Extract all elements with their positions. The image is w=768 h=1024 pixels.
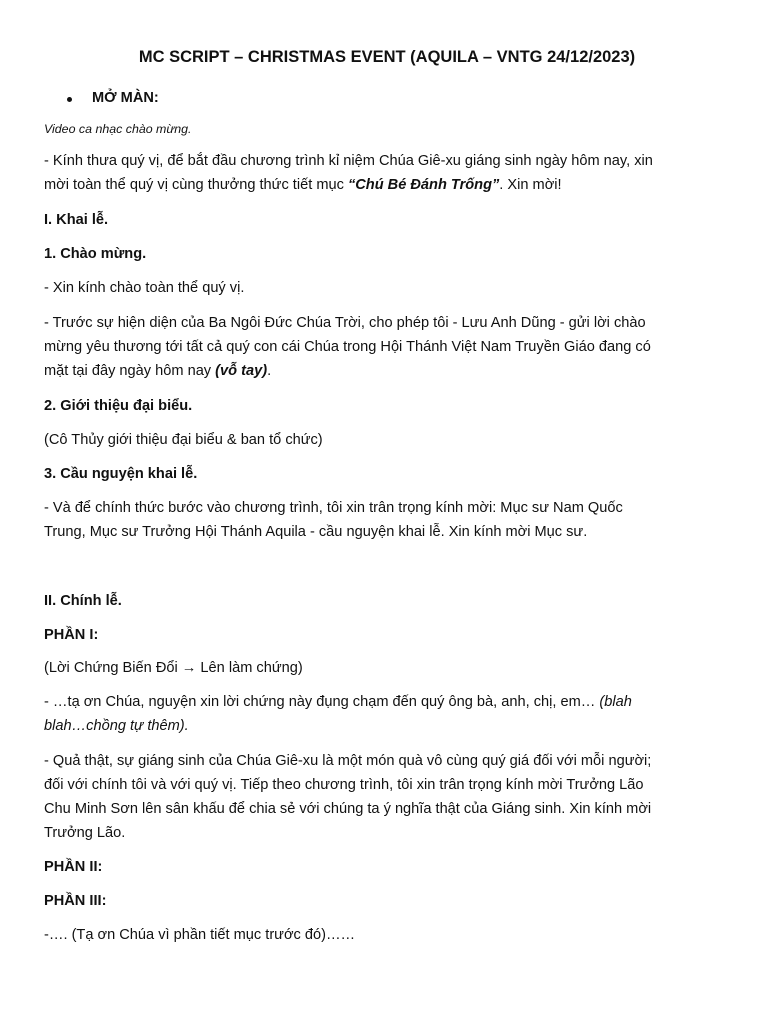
welcome-end: . [267, 363, 272, 379]
section-heading-ii: II. Chính lễ. [44, 593, 122, 609]
subheading-guests: 2. Giới thiệu đại biểu. [44, 398, 193, 414]
applause-note: (vỗ tay) [215, 363, 268, 379]
bullet-dot-icon [67, 97, 72, 102]
welcome-line: - Xin kính chào toàn thể quý vị. [44, 280, 245, 296]
gift-line-4: Trưởng Lão. [44, 825, 126, 841]
subheading-welcome: 1. Chào mừng. [44, 246, 147, 262]
thanks-line-2: blah…chồng tự thêm). [44, 718, 189, 734]
arrow-right-icon: → [181, 660, 197, 676]
intro-line-1: - Kính thưa quý vị, để bắt đầu chương trình kỉ niệm Chúa Giê-xu giáng sinh ngày hôm nay, xin [44, 153, 653, 169]
subheading-prayer: 3. Cầu nguyện khai lễ. [44, 466, 198, 482]
song-title: “Chú Bé Đánh Trống” [347, 177, 500, 193]
thanks-line-1 [44, 690, 632, 714]
welcome-paragraph-line-3 [44, 359, 271, 383]
intro-text: mời toàn thể quý vị cùng thưởng thức tiết mục [44, 177, 348, 193]
part-i-note-text: (Lời Chứng Biến Đổi [44, 660, 182, 676]
gift-line-2: đối với chính tôi và với quý vị. Tiếp theo chương trình, tôi xin trân trọng kính mời Trưởng Lão [44, 777, 644, 793]
part-ii-heading: PHẦN II: [44, 859, 103, 875]
thanks-aside: (blah [599, 694, 632, 710]
prayer-line-2: Trung, Mục sư Trưởng Hội Thánh Aquila - cầu nguyện khai lễ. Xin kính mời Mục sư. [44, 524, 588, 540]
page-title: MC SCRIPT – CHRISTMAS EVENT (AQUILA – VNTG 24/12/2023) [138, 48, 636, 66]
gift-line-1: - Quả thật, sự giáng sinh của Chúa Giê-xu là một món quà vô cùng quý giá đối với mỗi người; [44, 753, 652, 769]
intro-line-2 [44, 173, 562, 197]
part-i-note [44, 656, 303, 680]
final-line: -…. (Tạ ơn Chúa vì phần tiết mục trước đó)…… [44, 927, 356, 943]
part-iii-heading: PHẦN III: [44, 893, 107, 909]
prayer-line-1: - Và để chính thức bước vào chương trình, tôi xin trân trọng kính mời: Mục sư Nam Quốc [44, 500, 623, 516]
gift-line-3: Chu Minh Sơn lên sân khấu để chia sẻ với chúng ta ý nghĩa thật của Giáng sinh. Xin kính mời [44, 801, 652, 817]
welcome-paragraph-line-1: - Trước sự hiện diện của Ba Ngôi Đức Chúa Trời, cho phép tôi - Lưu Anh Dũng - gửi lời chào [44, 315, 646, 331]
video-note: Video ca nhạc chào mừng. [44, 122, 192, 136]
part-i-heading: PHẦN I: [44, 627, 99, 643]
part-i-note-end: Lên làm chứng) [196, 660, 303, 676]
opening-heading: MỞ MÀN: [92, 90, 159, 106]
welcome-text: mặt tại đây ngày hôm nay [44, 363, 216, 379]
guests-note: (Cô Thủy giới thiệu đại biểu & ban tổ chức) [44, 432, 323, 448]
intro-end: . Xin mời! [499, 177, 562, 193]
welcome-paragraph-line-2: mừng yêu thương tới tất cả quý con cái Chúa trong Hội Thánh Việt Nam Truyền Giáo đang có [44, 339, 651, 355]
thanks-text: - …tạ ơn Chúa, nguyện xin lời chứng này đụng chạm đến quý ông bà, anh, chị, em… [44, 694, 600, 710]
section-heading-i: I. Khai lễ. [44, 212, 109, 228]
